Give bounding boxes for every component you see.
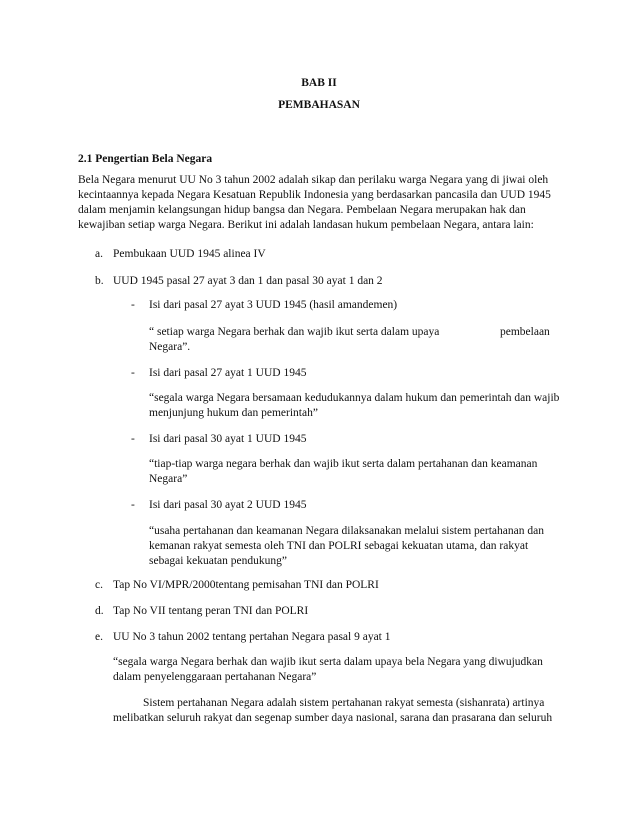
intro-paragraph	[78, 173, 564, 233]
list-marker-b: b.	[95, 275, 104, 287]
chapter-label: BAB II	[301, 77, 337, 89]
sub-label: Isi dari pasal 27 ayat 3 UUD 1945 (hasil amandemen)	[149, 299, 398, 311]
intro-line: kecintaannya kepada Negara Kesatuan Republik Indonesia yang berdasarkan pancasila dan UUD 1945	[78, 189, 551, 201]
quote-line: Negara”.	[149, 341, 191, 353]
quote-line: “segala warga Negara berhak dan wajib ikut serta dalam upaya bela Negara yang diwujudkan	[113, 656, 543, 668]
section-heading: 2.1 Pengertian Bela Negara	[78, 153, 213, 165]
sub-dash: -	[131, 433, 135, 445]
paragraph-line: Sistem pertahanan Negara adalah sistem pertahanan rakyat semesta (sishanrata) artinya	[143, 697, 545, 709]
list-marker-a: a.	[95, 248, 103, 260]
list-item-a: Pembukaan UUD 1945 alinea IV	[113, 248, 266, 260]
intro-line: dalam menjamin kelangsungan hidup bangsa dan Negara. Pembelaan Negara merupakan hak dan	[78, 204, 526, 216]
quote-line: menjunjung hukum dan pemerintah”	[149, 407, 318, 419]
intro-line: Bela Negara menurut UU No 3 tahun 2002 adalah sikap dan perilaku warga Negara yang di jiwai oleh	[78, 174, 549, 186]
list-marker-c: c.	[95, 579, 103, 591]
page-title: PEMBAHASAN	[278, 99, 360, 111]
sub-quote	[149, 457, 569, 487]
quote-line: kemanan rakyat semesta oleh TNI dan POLRI sebagai kekuatan utama, dan rakyat	[149, 540, 529, 552]
quote-line: dalam penyelenggaraan pertahanan Negara”	[113, 671, 317, 683]
sub-dash: -	[131, 499, 135, 511]
quote-line: “segala warga Negara bersamaan kedudukannya dalam hukum dan pemerintah dan wajib	[149, 392, 560, 404]
sub-quote	[149, 391, 569, 421]
quote-line: “tiap-tiap warga negara berhak dan wajib ikut serta dalam pertahanan dan keamanan	[149, 458, 538, 470]
quote-tail: pembelaan	[500, 326, 550, 338]
list-marker-d: d.	[95, 605, 104, 617]
e-paragraph	[113, 696, 573, 726]
paragraph-line: melibatkan seluruh rakyat dan segenap sumber daya nasional, sarana dan prasarana dan seluruh	[113, 712, 553, 724]
sub-quote	[149, 325, 439, 355]
intro-line: kewajiban setiap warga Negara. Berikut ini adalah landasan hukum pembelaan Negara, antara lain:	[78, 219, 534, 231]
list-item-e: UU No 3 tahun 2002 tentang pertahan Negara pasal 9 ayat 1	[113, 631, 391, 643]
quote-line: “ setiap warga Negara berhak dan wajib ikut serta dalam upaya	[149, 326, 440, 338]
list-item-c: Tap No VI/MPR/2000tentang pemisahan TNI dan POLRI	[113, 579, 379, 591]
list-marker-e: e.	[95, 631, 103, 643]
list-item-b: UUD 1945 pasal 27 ayat 3 dan 1 dan pasal 30 ayat 1 dan 2	[113, 275, 383, 287]
list-item-d: Tap No VII tentang peran TNI dan POLRI	[113, 605, 309, 617]
quote-line: sebagai kekuatan pendukung”	[149, 555, 287, 567]
sub-quote	[149, 524, 569, 569]
e-quote	[113, 655, 573, 685]
sub-label: Isi dari pasal 30 ayat 2 UUD 1945	[149, 499, 307, 511]
sub-dash: -	[131, 367, 135, 379]
quote-line: Negara”	[149, 473, 188, 485]
sub-label: Isi dari pasal 30 ayat 1 UUD 1945	[149, 433, 307, 445]
quote-line: “usaha pertahanan dan keamanan Negara dilaksanakan melalui sistem pertahanan dan	[149, 525, 544, 537]
sub-dash: -	[131, 299, 135, 311]
sub-label: Isi dari pasal 27 ayat 1 UUD 1945	[149, 367, 307, 379]
